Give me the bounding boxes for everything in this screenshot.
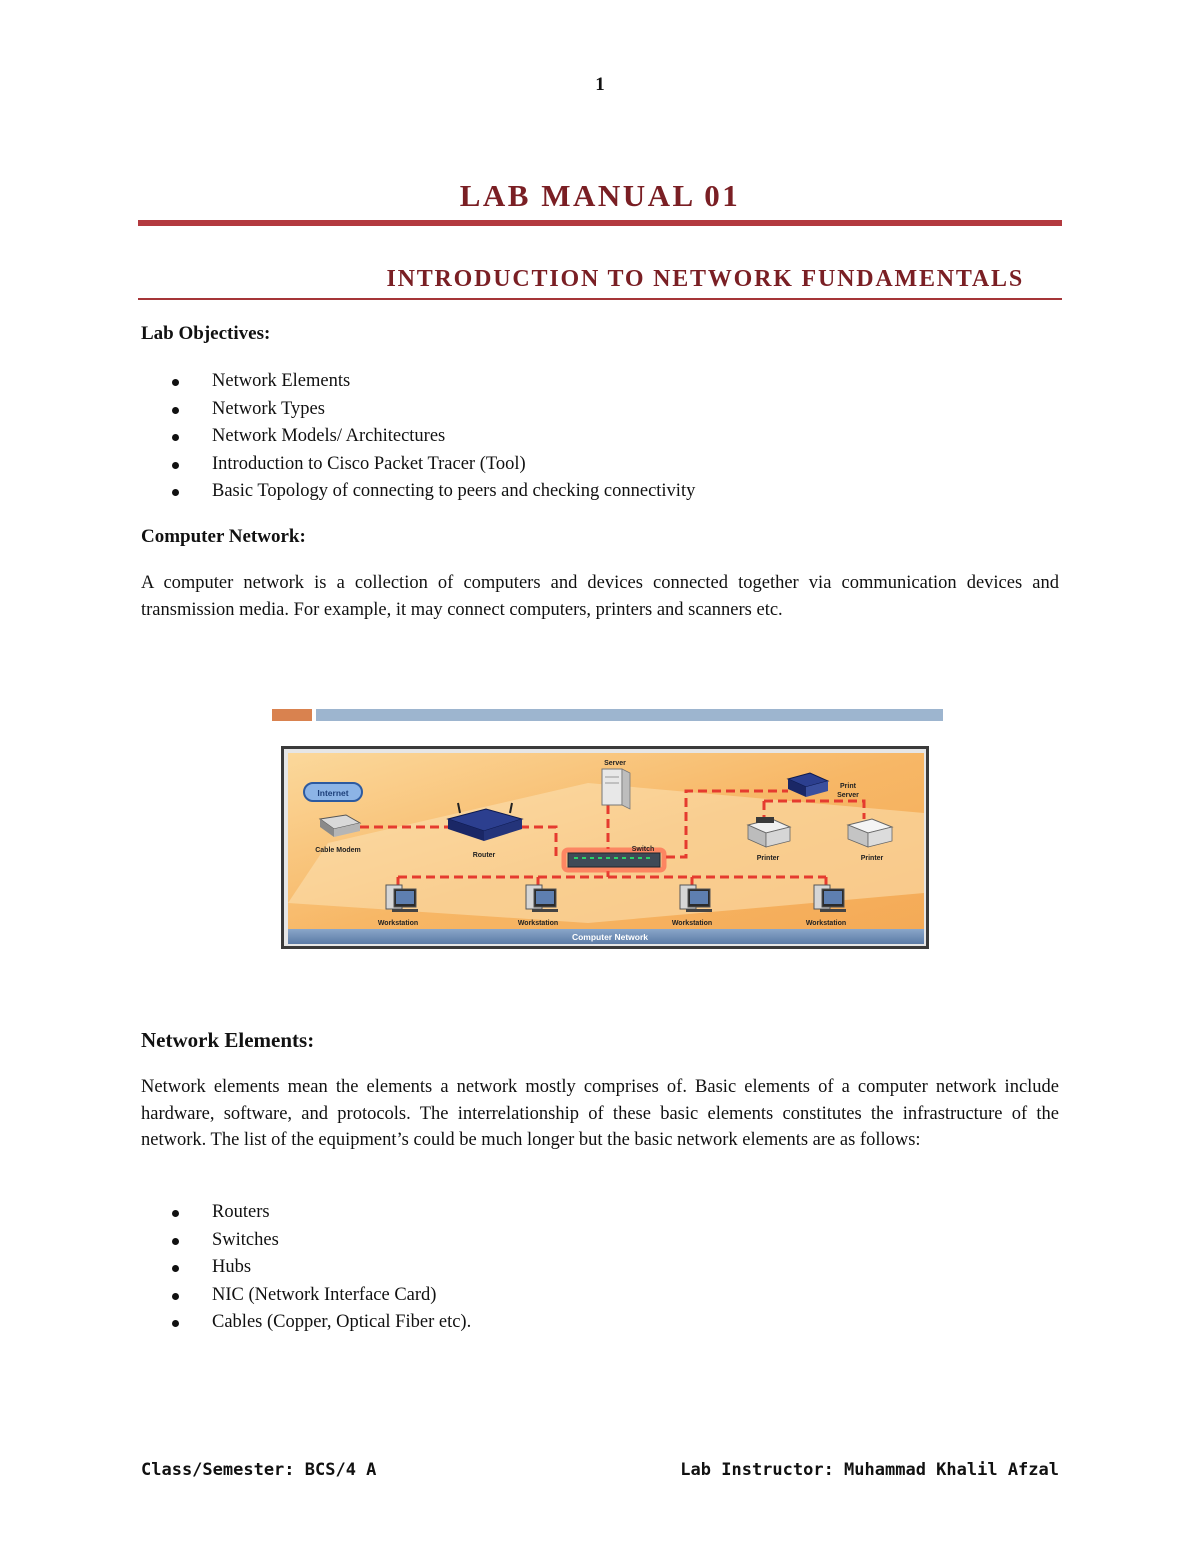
bullet-icon	[172, 462, 179, 469]
workstation-3-label: Workstation	[671, 920, 713, 927]
internet-label: Internet	[317, 788, 349, 798]
page-title: LAB MANUAL 01	[459, 178, 741, 213]
workstation-1-label: Workstation	[377, 920, 419, 927]
title-rule	[138, 220, 1062, 226]
list-item-text: Basic Topology of connecting to peers and checking connectivity	[212, 481, 696, 501]
bullet-icon	[172, 1265, 179, 1272]
list-item-text: Switches	[212, 1229, 279, 1250]
list-item	[172, 1309, 1052, 1337]
list-item	[172, 423, 1052, 451]
computer-network-paragraph: A computer network is a collection of computers and devices connected together via communication devices and transmission media. For example, it may connect computers, printers and scanners etc.	[141, 573, 1059, 620]
list-item-text: Routers	[212, 1202, 270, 1222]
computer-network-diagram	[281, 746, 929, 949]
objectives-list	[172, 368, 1052, 506]
figure-accent-bar-blue	[316, 709, 943, 721]
list-item-text: Introduction to Cisco Packet Tracer (Tool)	[212, 453, 526, 474]
bullet-icon	[172, 489, 179, 496]
list-item-text: Hubs	[212, 1257, 252, 1277]
network-elements-paragraph: Network elements mean the elements a network mostly comprises of. Basic elements of a computer network include hardware, software, and protocols. The interrelationship of these basic elements constitutes the infrastructure of the network. The list of the equipment’s could be much longer but the basic network elements are as follows:	[141, 1077, 1059, 1150]
subtitle-rule	[138, 298, 1062, 300]
computer-network-heading: Computer Network:	[141, 526, 306, 547]
footer-lab-instructor: Lab Instructor: Muhammad Khalil Afzal	[680, 1460, 1059, 1480]
list-item	[172, 368, 1052, 396]
figure-accent-bar-orange	[272, 709, 312, 721]
list-item-text: Network Elements	[212, 371, 351, 391]
list-item	[172, 478, 1052, 506]
figure-caption: Computer Network	[571, 932, 649, 942]
network-elements-list	[172, 1199, 1052, 1337]
bullet-icon	[172, 407, 179, 414]
print-server-label-line1: Print	[840, 783, 856, 790]
list-item	[172, 451, 1052, 479]
diagram-canvas	[288, 753, 924, 944]
printer-2-label: Printer	[860, 855, 884, 862]
list-item-text: Network Types	[212, 398, 325, 419]
print-server-label-line2: Server	[837, 792, 859, 799]
bullet-icon	[172, 1238, 179, 1245]
list-item-text: Network Models/ Architectures	[212, 426, 446, 446]
network-elements-heading: Network Elements:	[141, 1028, 315, 1052]
footer-class-semester: Class/Semester: BCS/4 A	[141, 1460, 377, 1480]
page-subtitle: INTRODUCTION TO NETWORK FUNDAMENTALS	[386, 266, 1024, 292]
bullet-icon	[172, 434, 179, 441]
bullet-icon	[172, 379, 179, 386]
list-item-text: Cables (Copper, Optical Fiber etc).	[212, 1312, 472, 1332]
list-item	[172, 1227, 1052, 1255]
workstation-2-label: Workstation	[517, 920, 559, 927]
server-label: Server	[604, 760, 626, 767]
list-item-text: NIC (Network Interface Card)	[212, 1284, 437, 1305]
page-number: 1	[595, 74, 605, 95]
printer-1-label: Printer	[756, 855, 780, 862]
switch-label: Switch	[631, 846, 655, 853]
bullet-icon	[172, 1293, 179, 1300]
bullet-icon	[172, 1210, 179, 1217]
switch-icon	[564, 850, 664, 870]
server-icon	[602, 769, 630, 809]
list-item	[172, 396, 1052, 424]
cable-modem-label: Cable Modem	[315, 847, 361, 854]
list-item	[172, 1282, 1052, 1310]
bullet-icon	[172, 1320, 179, 1327]
list-item	[172, 1254, 1052, 1282]
workstation-4-label: Workstation	[805, 920, 847, 927]
list-item	[172, 1199, 1052, 1227]
router-label: Router	[472, 852, 496, 859]
objectives-heading: Lab Objectives:	[141, 323, 271, 344]
